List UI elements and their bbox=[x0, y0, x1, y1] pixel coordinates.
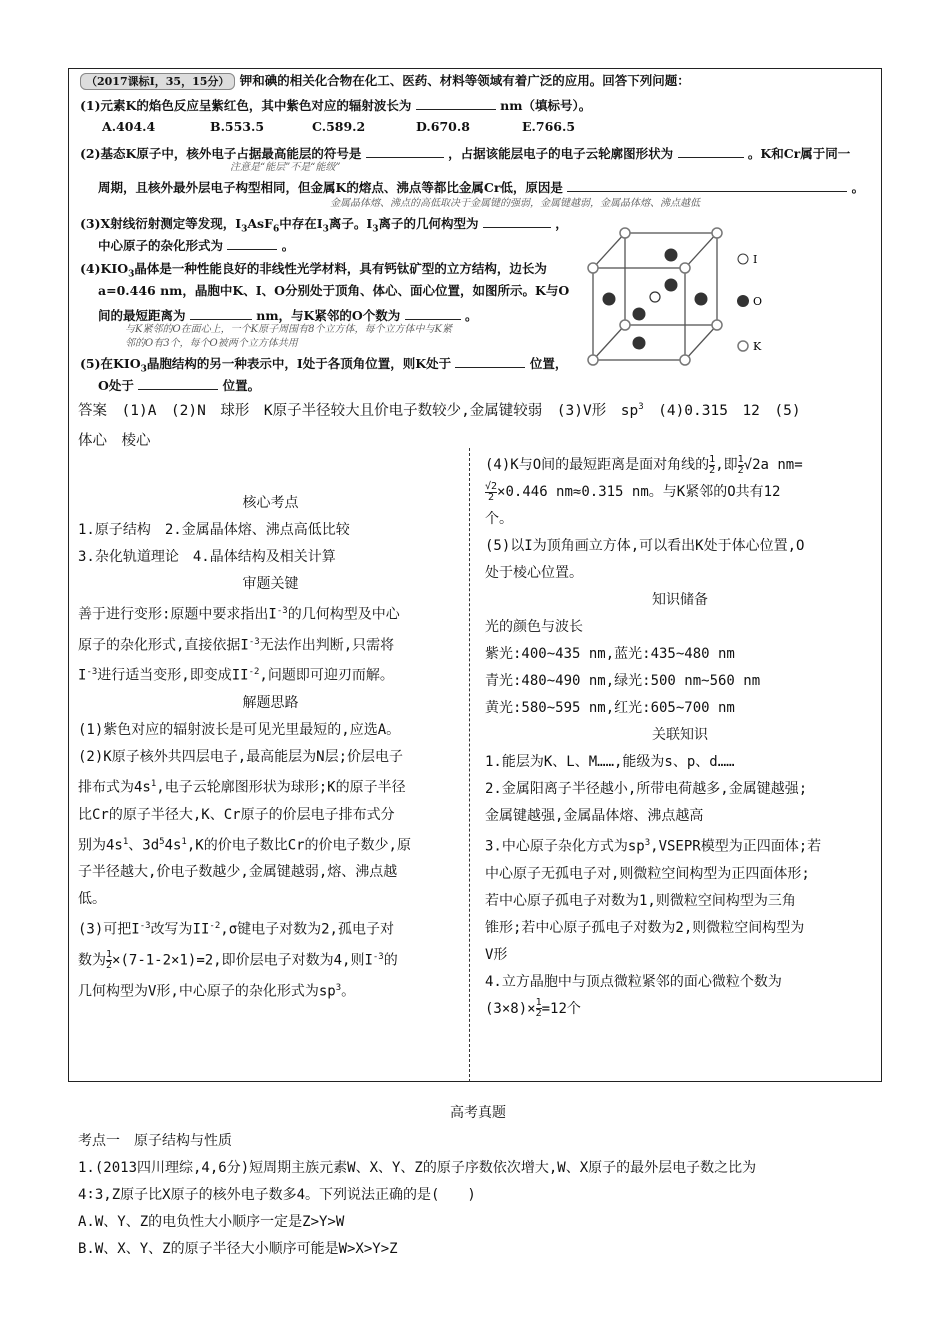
right-text-1b: ,即 bbox=[715, 457, 738, 473]
q4-line-3 bbox=[98, 307, 478, 323]
q5-blank-2 bbox=[138, 377, 218, 390]
key-text-1: 善于进行变形:原题中要求指出I bbox=[78, 606, 277, 623]
column-divider bbox=[469, 448, 470, 1082]
solution-2d-text-2: 、3d bbox=[128, 837, 160, 854]
key-sup-4: -2 bbox=[248, 667, 260, 678]
option-a: A.404.4 bbox=[102, 119, 156, 134]
section-title: 高考真题 bbox=[450, 1105, 506, 1121]
solution-3c bbox=[78, 975, 463, 1006]
q3-text-d: 离子。I bbox=[328, 216, 373, 231]
q5-line-2 bbox=[98, 377, 260, 393]
knowledge-1: 紫光:400~435 nm,蓝光:435~480 nm bbox=[485, 646, 735, 662]
related-10-den: 2 bbox=[535, 1008, 542, 1020]
key-text-3c: ,问题即可迎刃而解。 bbox=[259, 667, 394, 684]
solution-2b-sup: 1 bbox=[150, 778, 157, 789]
solution-2d-sup-3: 1 bbox=[181, 836, 187, 847]
solution-2b bbox=[78, 771, 463, 802]
half-numerator: 1 bbox=[106, 949, 113, 961]
key-line-1 bbox=[78, 598, 463, 629]
q5-text-c: 位置， bbox=[529, 356, 568, 371]
solution-3a-sup-1: -3 bbox=[139, 921, 151, 932]
q4-line-2 bbox=[98, 285, 569, 298]
question-intro-line bbox=[80, 75, 690, 88]
solution-2d-text: 别为4s bbox=[78, 837, 123, 854]
q5-line bbox=[80, 355, 567, 375]
q2-blank-2 bbox=[678, 145, 744, 158]
right-text-1a: (4)K与O间的最短距离是面对角线的 bbox=[485, 457, 710, 473]
q4-text-f: 。 bbox=[465, 308, 478, 323]
solution-2b-tail: ,电子云轮廓图形状为球形;K的原子半径 bbox=[156, 779, 406, 796]
related-10-num: 1 bbox=[535, 997, 542, 1009]
q5-text-a: (5)在KIO bbox=[80, 356, 141, 371]
source-tag: （2017课标Ⅰ，35，15分） bbox=[80, 73, 235, 90]
q3-blank-2 bbox=[227, 237, 277, 250]
legend-i-label: I bbox=[753, 253, 758, 266]
key-sup-3: -3 bbox=[86, 667, 98, 678]
left-column bbox=[78, 490, 463, 1005]
heading-key-reading: 审题关键 bbox=[242, 576, 299, 592]
related-1: 1.能层为K、L、M……,能级为s、p、d…… bbox=[485, 754, 735, 770]
sqrt2-denominator: 2 bbox=[488, 491, 495, 503]
core-point-1: 1.原子结构 2.金属晶体熔、沸点高低比较 bbox=[78, 522, 350, 538]
key-text-2: 原子的杂化形式,直接依据I bbox=[78, 637, 249, 654]
related-10-tail: =12个 bbox=[541, 1000, 581, 1017]
related-2: 2.金属阳离子半径越小,所带电荷越多,金属键越强; bbox=[485, 781, 808, 797]
q3-line-2 bbox=[98, 237, 294, 253]
related-5: 中心原子无孤电子对,则微粒空间构型为正四面体形; bbox=[485, 865, 810, 882]
answer-line-1 bbox=[78, 392, 878, 426]
key-text-2b: 无法作出判断,只需将 bbox=[259, 637, 395, 654]
right-text-2b: ×0.446 nm≈0.315 nm。与K紧邻的O共有12 bbox=[497, 484, 781, 500]
q4-text-e: nm，与K紧邻的O个数为 bbox=[256, 308, 401, 323]
related-10-text: (3×8)× bbox=[485, 1000, 536, 1017]
solution-3b-text-2: ×(7-1-2×1)=2,即价层电子对数为4,则I bbox=[112, 952, 373, 969]
solution-2d-tail: ,K的价电子数比Cr的价电子数少,原 bbox=[186, 837, 411, 854]
q3-sub-3: 3 bbox=[322, 224, 329, 235]
q3-sub-1: 3 bbox=[241, 224, 248, 235]
legend-o-label: O bbox=[753, 295, 763, 308]
related-9: 4.立方晶胞中与顶点微粒紧邻的面心微粒个数为 bbox=[485, 973, 782, 990]
q1-line bbox=[80, 97, 591, 113]
handwritten-note-3: 与K紧邻的O在面心上，一个K原子周围有8个立方体，每个立方体中与K紧 bbox=[125, 324, 452, 335]
q2-text-d: 周期，且核外最外层电子构型相同，但金属K的熔点、沸点等都比金属Cr低，原因是 bbox=[98, 180, 563, 195]
q1-text: (1)元素K的焰色反应呈紫红色，其中紫色对应的辐射波长为 bbox=[80, 98, 412, 113]
solution-3a bbox=[78, 913, 463, 944]
solution-3b-text: 数为 bbox=[78, 952, 106, 969]
answer-text-1-tail: (4)0.315 12 (5) bbox=[643, 402, 801, 419]
q3-text-g: 中心原子的杂化形式为 bbox=[98, 238, 224, 253]
key-text-1b: 的几何构型及中心 bbox=[287, 606, 400, 623]
q4-sub: 3 bbox=[128, 269, 135, 280]
answer-block bbox=[78, 392, 878, 456]
related-6: 若中心原子孤电子对数为1,则微粒空间构型为三角 bbox=[485, 892, 796, 909]
related-3: 金属键越强,金属晶体熔、沸点越高 bbox=[485, 808, 704, 824]
question-1-option-a: A.W、Y、Z的电负性大小顺序一定是Z>Y>W bbox=[78, 1214, 345, 1230]
q2-line-2 bbox=[98, 179, 864, 195]
core-point-2: 3.杂化轨道理论 4.晶体结构及相关计算 bbox=[78, 549, 336, 565]
question-1-line-1: 1.(2013四川理综,4,6分)短周期主族元素W、X、Y、Z的原子序数依次增大,W、X原子的最外层电子数之比为 bbox=[78, 1160, 757, 1176]
q5-blank-1 bbox=[455, 355, 525, 368]
solution-2c: 比Cr的原子半径大,K、Cr原子的价层电子排布式分 bbox=[78, 806, 395, 823]
q2-line bbox=[80, 145, 850, 161]
legend-o-symbol bbox=[737, 295, 749, 307]
solution-2b-text: 排布式为4s bbox=[78, 779, 151, 796]
related-7: 锥形;若中心原子孤电子对数为2,则微粒空间构型为 bbox=[485, 919, 805, 936]
q4-text-a: (4)KIO bbox=[80, 261, 129, 276]
heading-knowledge: 知识储备 bbox=[652, 592, 708, 608]
related-10 bbox=[485, 996, 875, 1023]
q2-blank-1 bbox=[366, 145, 444, 158]
right-line-1 bbox=[485, 452, 875, 479]
perovskite-unit-cell-diagram bbox=[585, 223, 785, 373]
solution-3b-tail: 的 bbox=[383, 952, 398, 969]
half-denominator: 2 bbox=[106, 960, 113, 972]
q3-text-a: (3)X射线衍射测定等发现，I bbox=[80, 216, 242, 231]
q4-blank-1 bbox=[190, 307, 252, 320]
key-line-3 bbox=[78, 659, 463, 690]
knowledge-2: 青光:480~490 nm,绿光:500 nm~560 nm bbox=[485, 673, 761, 689]
related-4-sup: 3 bbox=[644, 838, 651, 848]
heading-core-points: 核心考点 bbox=[242, 495, 299, 511]
q4-text-b: 晶体是一种性能良好的非线性光学材料，具有钙钛矿型的立方结构，边长为 bbox=[134, 261, 547, 276]
solution-2d-text-3: 4s bbox=[164, 837, 182, 854]
q2-text-e: 。 bbox=[851, 180, 865, 195]
solution-3a-tail: ,σ键电子对数为2,孤电子对 bbox=[220, 921, 394, 938]
key-sup-1: -3 bbox=[276, 606, 288, 616]
related-8: V形 bbox=[485, 946, 508, 963]
q1-tail: nm（填标号）。 bbox=[500, 98, 592, 113]
solution-2d-sup-2: 5 bbox=[159, 836, 165, 847]
right-text-1c: √2a nm= bbox=[743, 457, 803, 473]
solution-3b-sup: -3 bbox=[372, 951, 384, 962]
q3-sub-2: 6 bbox=[272, 224, 280, 235]
q3-blank-1 bbox=[483, 215, 551, 228]
solution-3b bbox=[78, 944, 463, 975]
q5-text-e: 位置。 bbox=[222, 378, 261, 393]
right-half-num-1: 1 bbox=[709, 453, 716, 465]
related-4 bbox=[485, 830, 875, 861]
key-line-2 bbox=[78, 629, 463, 660]
sqrt2-over-2-fraction bbox=[485, 482, 497, 503]
q4-line bbox=[80, 263, 547, 280]
right-line-4: (5)以I为顶角画立方体,可以看出K处于体心位置,O bbox=[485, 538, 805, 554]
q2-blank-3 bbox=[567, 179, 847, 192]
handwritten-note-4: 邻的O有3个，每个O被两个立方体共用 bbox=[125, 338, 298, 349]
solution-2f: 低。 bbox=[78, 891, 106, 908]
solution-2e: 子半径越大,价电子数越少,金属键越弱,熔、沸点越 bbox=[78, 864, 398, 881]
q1-blank bbox=[416, 97, 496, 110]
answer-text-1: 答案 (1)A (2)N 球形 K原子半径较大且价电子数较少,金属键较弱 (3)V形 sp bbox=[78, 402, 639, 419]
related-4-text: 3.中心原子杂化方式为sp bbox=[485, 838, 645, 855]
answer-line-2: 体心 棱心 bbox=[78, 432, 151, 449]
q3-text-h: 。 bbox=[281, 238, 295, 253]
q3-text-e: 离子的几何构型为 bbox=[378, 216, 479, 231]
q2-text-c: 。K和Cr属于同一 bbox=[747, 146, 851, 161]
solution-2d bbox=[78, 829, 463, 860]
q4-text-d: 间的最短距离为 bbox=[98, 308, 186, 323]
right-half-den-2: 2 bbox=[737, 464, 744, 476]
legend-k-label: K bbox=[753, 340, 762, 353]
q3-sub-4: 3 bbox=[372, 224, 379, 235]
legend-i-symbol bbox=[738, 254, 748, 264]
sqrt2-numerator: √2 bbox=[485, 480, 498, 492]
right-line-5: 处于棱心位置。 bbox=[485, 565, 583, 581]
option-b: B.553.5 bbox=[210, 119, 265, 134]
question-intro: 钾和碘的相关化合物在化工、医药、材料等领域有着广泛的应用。回答下列问题： bbox=[239, 73, 690, 88]
solution-3c-sup: 3 bbox=[335, 982, 342, 993]
handwritten-note-2: 金属晶体熔、沸点的高低取决于金属键的强弱，金属键越弱，金属晶体熔、沸点越低 bbox=[330, 198, 700, 209]
right-half-den-1: 2 bbox=[709, 464, 716, 476]
question-1-option-b: B.W、X、Y、Z的原子半径大小顺序可能是W>X>Y>Z bbox=[78, 1241, 398, 1257]
key-text-3: I bbox=[78, 667, 87, 684]
knowledge-0: 光的颜色与波长 bbox=[485, 619, 583, 635]
answer-sup: 3 bbox=[638, 402, 644, 412]
heading-solution-idea: 解题思路 bbox=[242, 694, 299, 711]
solution-1: (1)紫色对应的辐射波长是可见光里最短的,应选A。 bbox=[78, 721, 401, 738]
q3-text-c: 中存在I bbox=[279, 216, 323, 231]
q4-text-c: a=0.446 nm，晶胞中K、I、O分别处于顶角、体心、面心位置，如图所示。K与O bbox=[98, 283, 570, 298]
related-4-tail: ,VSEPR模型为正四面体;若 bbox=[650, 838, 822, 855]
q5-sub: 3 bbox=[140, 364, 147, 375]
legend-k-symbol bbox=[738, 341, 748, 351]
right-half-num-2: 1 bbox=[737, 453, 744, 465]
option-d: D.670.8 bbox=[416, 119, 470, 134]
q3-text-f: ， bbox=[555, 216, 568, 231]
q3-text-b: AsF bbox=[247, 216, 273, 231]
solution-2a: (2)K原子核外共四层电子,最高能层为N层;价层电子 bbox=[78, 748, 403, 765]
right-column bbox=[485, 452, 875, 1023]
solution-3c-text: 几何构型为V形,中心原子的杂化形式为sp bbox=[78, 983, 336, 1000]
topic-heading: 考点一 原子结构与性质 bbox=[78, 1133, 232, 1149]
solution-3a-text: (3)可把I bbox=[78, 921, 140, 938]
q5-text-d: O处于 bbox=[98, 378, 134, 393]
q4-blank-2 bbox=[405, 307, 461, 320]
right-line-2 bbox=[485, 479, 875, 506]
question-1-line-2: 4∶3,Z原子比X原子的核外电子数多4。下列说法正确的是( ) bbox=[78, 1187, 476, 1203]
key-text-3b: 进行适当变形,即变成II bbox=[97, 667, 249, 684]
q5-text-b: 晶胞结构的另一种表示中，I处于各顶角位置，则K处于 bbox=[146, 356, 452, 371]
handwritten-note-1: 注意是“能层”不是“能级” bbox=[230, 162, 341, 173]
solution-3c-tail: 。 bbox=[341, 983, 356, 1000]
key-sup-2: -3 bbox=[248, 636, 260, 647]
knowledge-3: 黄光:580~595 nm,红光:605~700 nm bbox=[485, 700, 735, 716]
option-e: E.766.5 bbox=[522, 119, 576, 134]
solution-3a-sup-2: -2 bbox=[209, 921, 221, 932]
solution-2d-sup-1: 1 bbox=[122, 836, 129, 847]
heading-related: 关联知识 bbox=[652, 727, 708, 743]
option-c: C.589.2 bbox=[312, 119, 366, 134]
right-line-3: 个。 bbox=[485, 511, 513, 527]
solution-3a-text-2: 改写为II bbox=[150, 921, 210, 938]
q3-line bbox=[80, 215, 568, 235]
iodine-body-center bbox=[650, 292, 660, 302]
q2-text-a: (2)基态K原子中，核外电子占据最高能层的符号是 bbox=[80, 146, 362, 161]
q2-text-b: ，占据该能层电子的电子云轮廓图形状为 bbox=[448, 146, 674, 161]
